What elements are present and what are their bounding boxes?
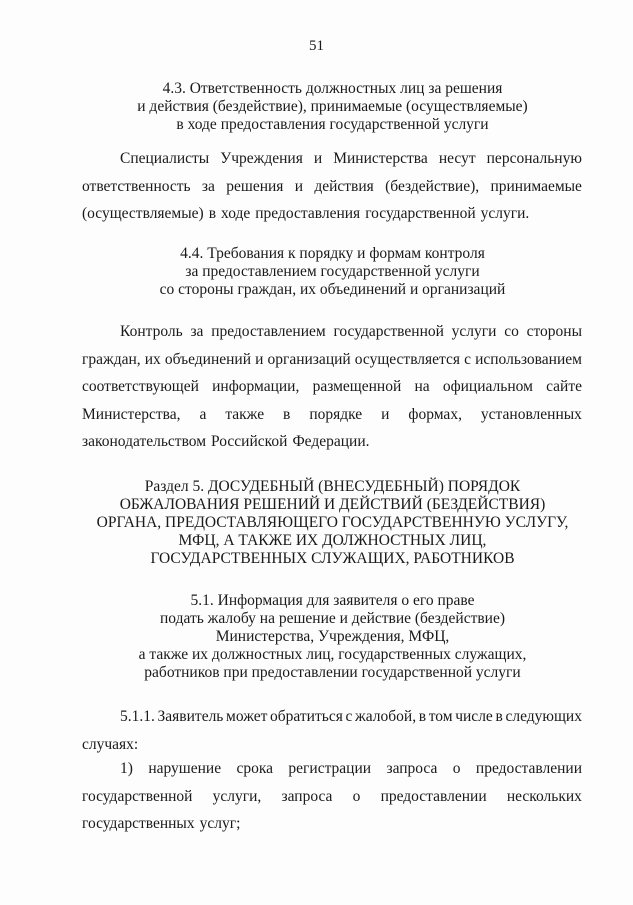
heading-line: а также их должностных лиц, государственных служащих,	[138, 646, 527, 663]
word: в	[283, 405, 291, 423]
heading-line: ОРГАНА, ПРЕДОСТАВЛЯЮЩЕГО ГОСУДАРСТВЕННУЮ УСЛУГУ,	[96, 514, 569, 531]
word: формах,	[408, 405, 462, 423]
word: соответствующей	[82, 378, 199, 395]
word: Контроль	[120, 323, 183, 340]
word: Учреждения	[220, 150, 303, 167]
word: с	[345, 708, 353, 725]
text-line	[82, 200, 582, 228]
text-line	[82, 401, 582, 429]
word: на	[414, 378, 430, 395]
text-line	[82, 783, 582, 811]
word: и	[381, 405, 390, 423]
heading-line: ГОСУДАРСТВЕННЫХ СЛУЖАЩИХ, РАБОТНИКОВ	[150, 550, 515, 567]
word: с	[464, 350, 471, 368]
word: также	[225, 405, 265, 423]
word: в	[418, 708, 427, 725]
word: несут	[438, 150, 476, 167]
paragraph-4-3	[82, 145, 582, 228]
word: государственной	[82, 787, 193, 805]
word: действия	[314, 177, 374, 195]
text-line	[82, 731, 582, 759]
word: принимаемые	[490, 177, 582, 195]
word: ответственность	[82, 177, 191, 195]
word: установленных	[480, 405, 582, 423]
heading-line: и действия (бездействие), принимаемые (осуществляемые)	[137, 98, 528, 115]
word: государственной	[333, 323, 444, 340]
word: размещенной	[312, 378, 402, 395]
word: предоставления	[255, 205, 361, 222]
word: граждан,	[82, 350, 141, 368]
heading-line: Раздел 5. ДОСУДЕБНЫЙ (ВНЕСУДЕБНЫЙ) ПОРЯДОК	[144, 478, 521, 495]
word: сайте	[546, 378, 582, 395]
word: и	[255, 350, 264, 368]
word: официальном	[442, 378, 533, 395]
word: 1)	[120, 760, 133, 777]
word: предоставлением	[211, 323, 326, 340]
word: услуг;	[199, 815, 241, 832]
word: а	[199, 405, 207, 423]
text-line	[82, 373, 582, 401]
heading-line: Министерства, Учреждения, МФЦ,	[215, 628, 450, 645]
heading-4-4	[60, 245, 605, 299]
text-line	[82, 428, 582, 456]
word: Российской	[211, 433, 288, 450]
word: обратиться	[270, 708, 343, 725]
word: организаций	[267, 350, 351, 368]
heading-line: со стороны граждан, их объединений и организаций	[159, 281, 506, 298]
word: нескольких	[506, 787, 582, 805]
word: услуги	[451, 323, 497, 340]
word: может	[226, 708, 268, 725]
word: Заявитель	[157, 708, 224, 725]
word: и	[294, 177, 304, 195]
word: следующих	[505, 708, 582, 725]
word: о	[352, 787, 361, 805]
word: Федерации.	[292, 433, 370, 450]
list-item-1	[82, 755, 582, 838]
heading-line: 5.1. Информация для заявителя о его праве	[190, 592, 475, 609]
word: предоставлении	[475, 760, 582, 777]
text-line	[82, 810, 582, 838]
word: Министерства,	[82, 405, 181, 423]
word: о	[452, 760, 461, 777]
word: услуги.	[480, 205, 530, 222]
heading-4-3	[60, 80, 605, 134]
word: объединений	[164, 350, 252, 368]
word: осуществляется	[354, 350, 461, 368]
paragraph-5-1-1	[82, 703, 582, 758]
heading-line: работников при предоставлении государственной услуги	[144, 664, 521, 681]
section-5-heading	[60, 478, 605, 568]
word: их	[144, 350, 161, 368]
heading-line: в ходе предоставления государственной услуги	[176, 116, 489, 133]
word: стороны	[526, 323, 582, 340]
word: Министерства	[333, 150, 428, 167]
word: числе	[455, 708, 493, 725]
word: регистрации	[288, 760, 372, 777]
text-line	[82, 318, 582, 346]
word: жалобой,	[355, 708, 417, 725]
word: в	[208, 205, 217, 222]
word: использованием	[475, 350, 582, 368]
paragraph-4-4	[82, 318, 582, 456]
word: нарушение	[148, 760, 222, 777]
word: государственных	[82, 815, 195, 832]
word: персональную	[486, 150, 582, 167]
text-line	[82, 145, 582, 173]
word: государственной	[365, 205, 476, 222]
text-line	[82, 755, 582, 783]
heading-line: 4.4. Требования к порядку и формам контроля	[180, 245, 485, 262]
word: срока	[236, 760, 274, 777]
heading-line: МФЦ, А ТАКЖЕ ИХ ДОЛЖНОСТНЫХ ЛИЦ,	[178, 532, 487, 549]
heading-line: 4.3. Ответственность должностных лиц за решения	[162, 80, 503, 97]
text-line	[82, 346, 582, 374]
text-line	[82, 173, 582, 201]
word: (осуществляемые)	[82, 205, 204, 222]
word: том	[428, 708, 453, 725]
word: запроса	[386, 760, 438, 777]
word: Специалисты	[120, 150, 210, 167]
word: предоставлении	[380, 787, 487, 805]
word: случаях:	[82, 735, 139, 753]
word: 5.1.1.	[120, 708, 155, 725]
text-line	[82, 703, 582, 731]
word: законодательством	[82, 433, 207, 450]
word: порядке	[309, 405, 363, 423]
word: запроса	[281, 787, 333, 805]
heading-line: за предоставлением государственной услуги	[185, 263, 480, 280]
word: информации,	[212, 378, 300, 395]
word: ходе	[221, 205, 251, 222]
word: решения	[226, 177, 284, 195]
heading-line: ОБЖАЛОВАНИЯ РЕШЕНИЙ И ДЕЙСТВИЙ (БЕЗДЕЙСТВИЯ)	[119, 496, 546, 513]
word: в	[495, 708, 503, 725]
word: за	[201, 177, 215, 195]
word: за	[190, 323, 204, 340]
word: со	[504, 323, 519, 340]
page-number: 51	[309, 38, 324, 54]
word: и	[313, 150, 323, 167]
word: услуги,	[212, 787, 262, 805]
heading-5-1	[60, 592, 605, 682]
heading-line: подать жалобу на решение и действие (бездействие)	[159, 610, 506, 627]
word: (бездействие),	[385, 177, 480, 195]
